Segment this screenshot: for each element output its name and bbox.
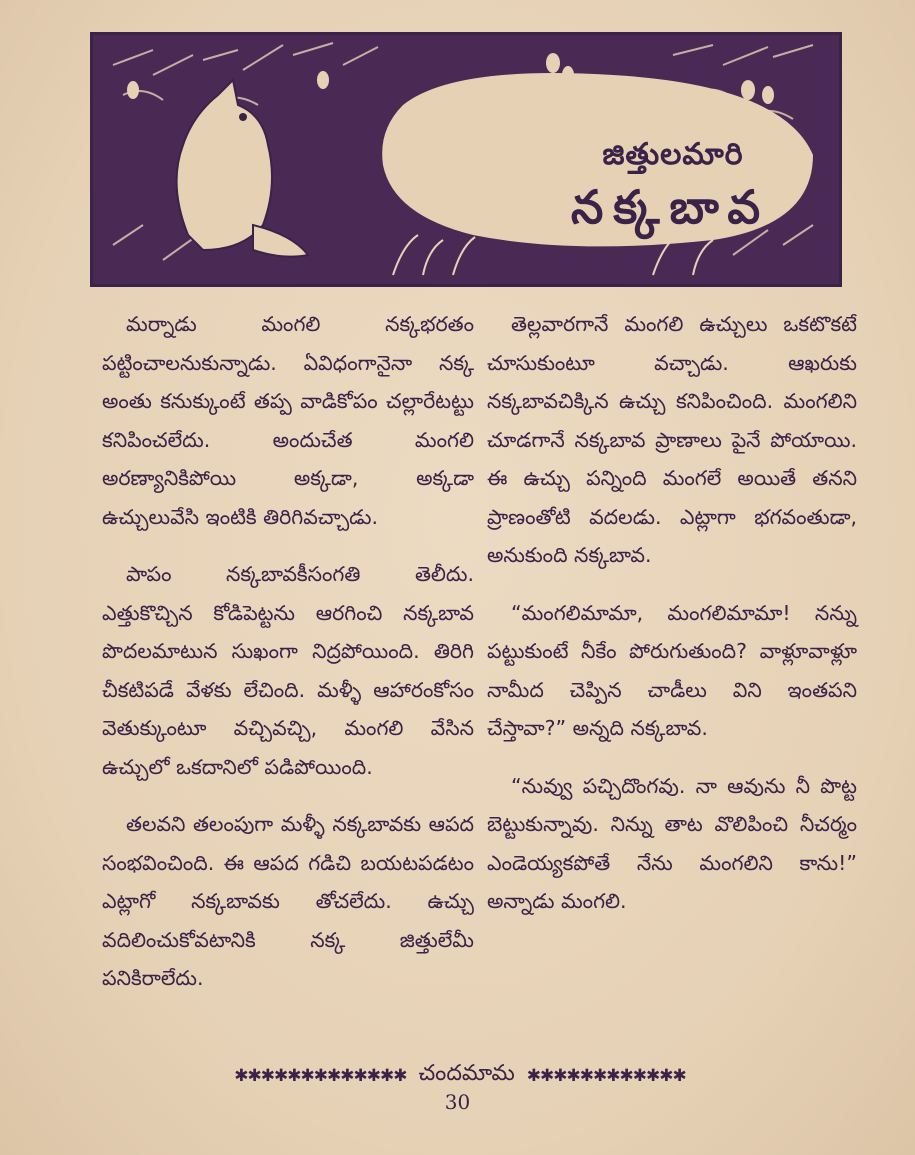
magazine-name: చందమామ bbox=[418, 1061, 515, 1086]
paragraph: పాపం నక్కబావకీసంగతి తెలీదు. ఎత్తుకొచ్చిన కోడిపెట్టను ఆరగించి నక్కబావ పొదలమాటున సుఖంగా నిద్రపోయింది. తిరిగి చీకటిపడే వేళకు లేచింది. మళ్ళీ ఆహారంకోసం వెతుక్కుంటూ వచ్చివచ్చి, మంగలి వేసిన ఉచ్చులో ఒకదానిలో పడిపోయింది. bbox=[102, 562, 474, 779]
paragraph: తలవని తలంపుగా మళ్ళీ నక్కబావకు ఆపద సంభవించింది. ఈ ఆపద గడిచి బయటపడటం ఎట్లాగో నక్కబావకు తోచలేదు. ఉచ్చు వదిలించుకోవటానికి నక్క జిత్తులేమీ పనికిరాలేదు. bbox=[102, 812, 474, 990]
left-column bbox=[102, 305, 474, 1017]
story-series-title: జిత్తులమారి bbox=[602, 137, 744, 172]
star-border-left: ✱✱✱✱✱✱✱✱✱✱✱✱✱ bbox=[234, 1066, 407, 1086]
paragraph: తెల్లవారగానే మంగలి ఉచ్చులు ఒకటొకటే చూసుకుంటూ వచ్చాడు. ఆఖరుకు నక్కబావచిక్కిన ఉచ్చు కనిపించింది. మంగలిని చూడగానే నక్కబావ ప్రాణాలు పైనే పోయాయి. ఈ ఉచ్చు పన్నింది మంగలే అయితే తనని ప్రాణంతోటి వదలడు. ఎట్లాగా భగవంతుడా, అనుకుంది నక్కబావ. bbox=[487, 312, 857, 567]
star-border-right: ✱✱✱✱✱✱✱✱✱✱✱✱ bbox=[526, 1066, 686, 1086]
page-number: 30 bbox=[444, 1090, 471, 1114]
right-column bbox=[487, 305, 857, 940]
footer-ornament bbox=[80, 1062, 840, 1090]
story-header-illustration bbox=[90, 32, 842, 287]
paragraph: “నువ్వు పచ్చిదొంగవు. నా ఆవును నీ పొట్ట బెట్టుకున్నావు. నిన్ను తాట వొలిపించి నీచర్మం ఎండెయ్యకపోతే నేను మంగలిని కాను!” అన్నాడు మంగలి. bbox=[487, 773, 857, 913]
paragraph: మర్నాడు మంగలి నక్కభరతం పట్టించాలనుకున్నాడు. ఏవిధంగానైనా నక్క అంతు కనుక్కుంటే తప్ప వాడికోపం చల్లారేటట్టు కనిపించలేదు. అందుచేత మంగలి అరణ్యానికిపోయి అక్కడా, అక్కడా ఉచ్చులువేసి ఇంటికి తిరిగివచ్చాడు. bbox=[102, 312, 474, 529]
paragraph: “మంగలిమామా, మంగలిమామా! నన్ను పట్టుకుంటే నీకేం పోరుగుతుంది? వాళ్లూవాళ్లూ నామీద చెప్పిన చాడీలు విని ఇంతపని చేస్తావా?” అన్నది నక్కబావ. bbox=[487, 600, 857, 740]
story-title: నక్కబావ bbox=[570, 180, 771, 234]
